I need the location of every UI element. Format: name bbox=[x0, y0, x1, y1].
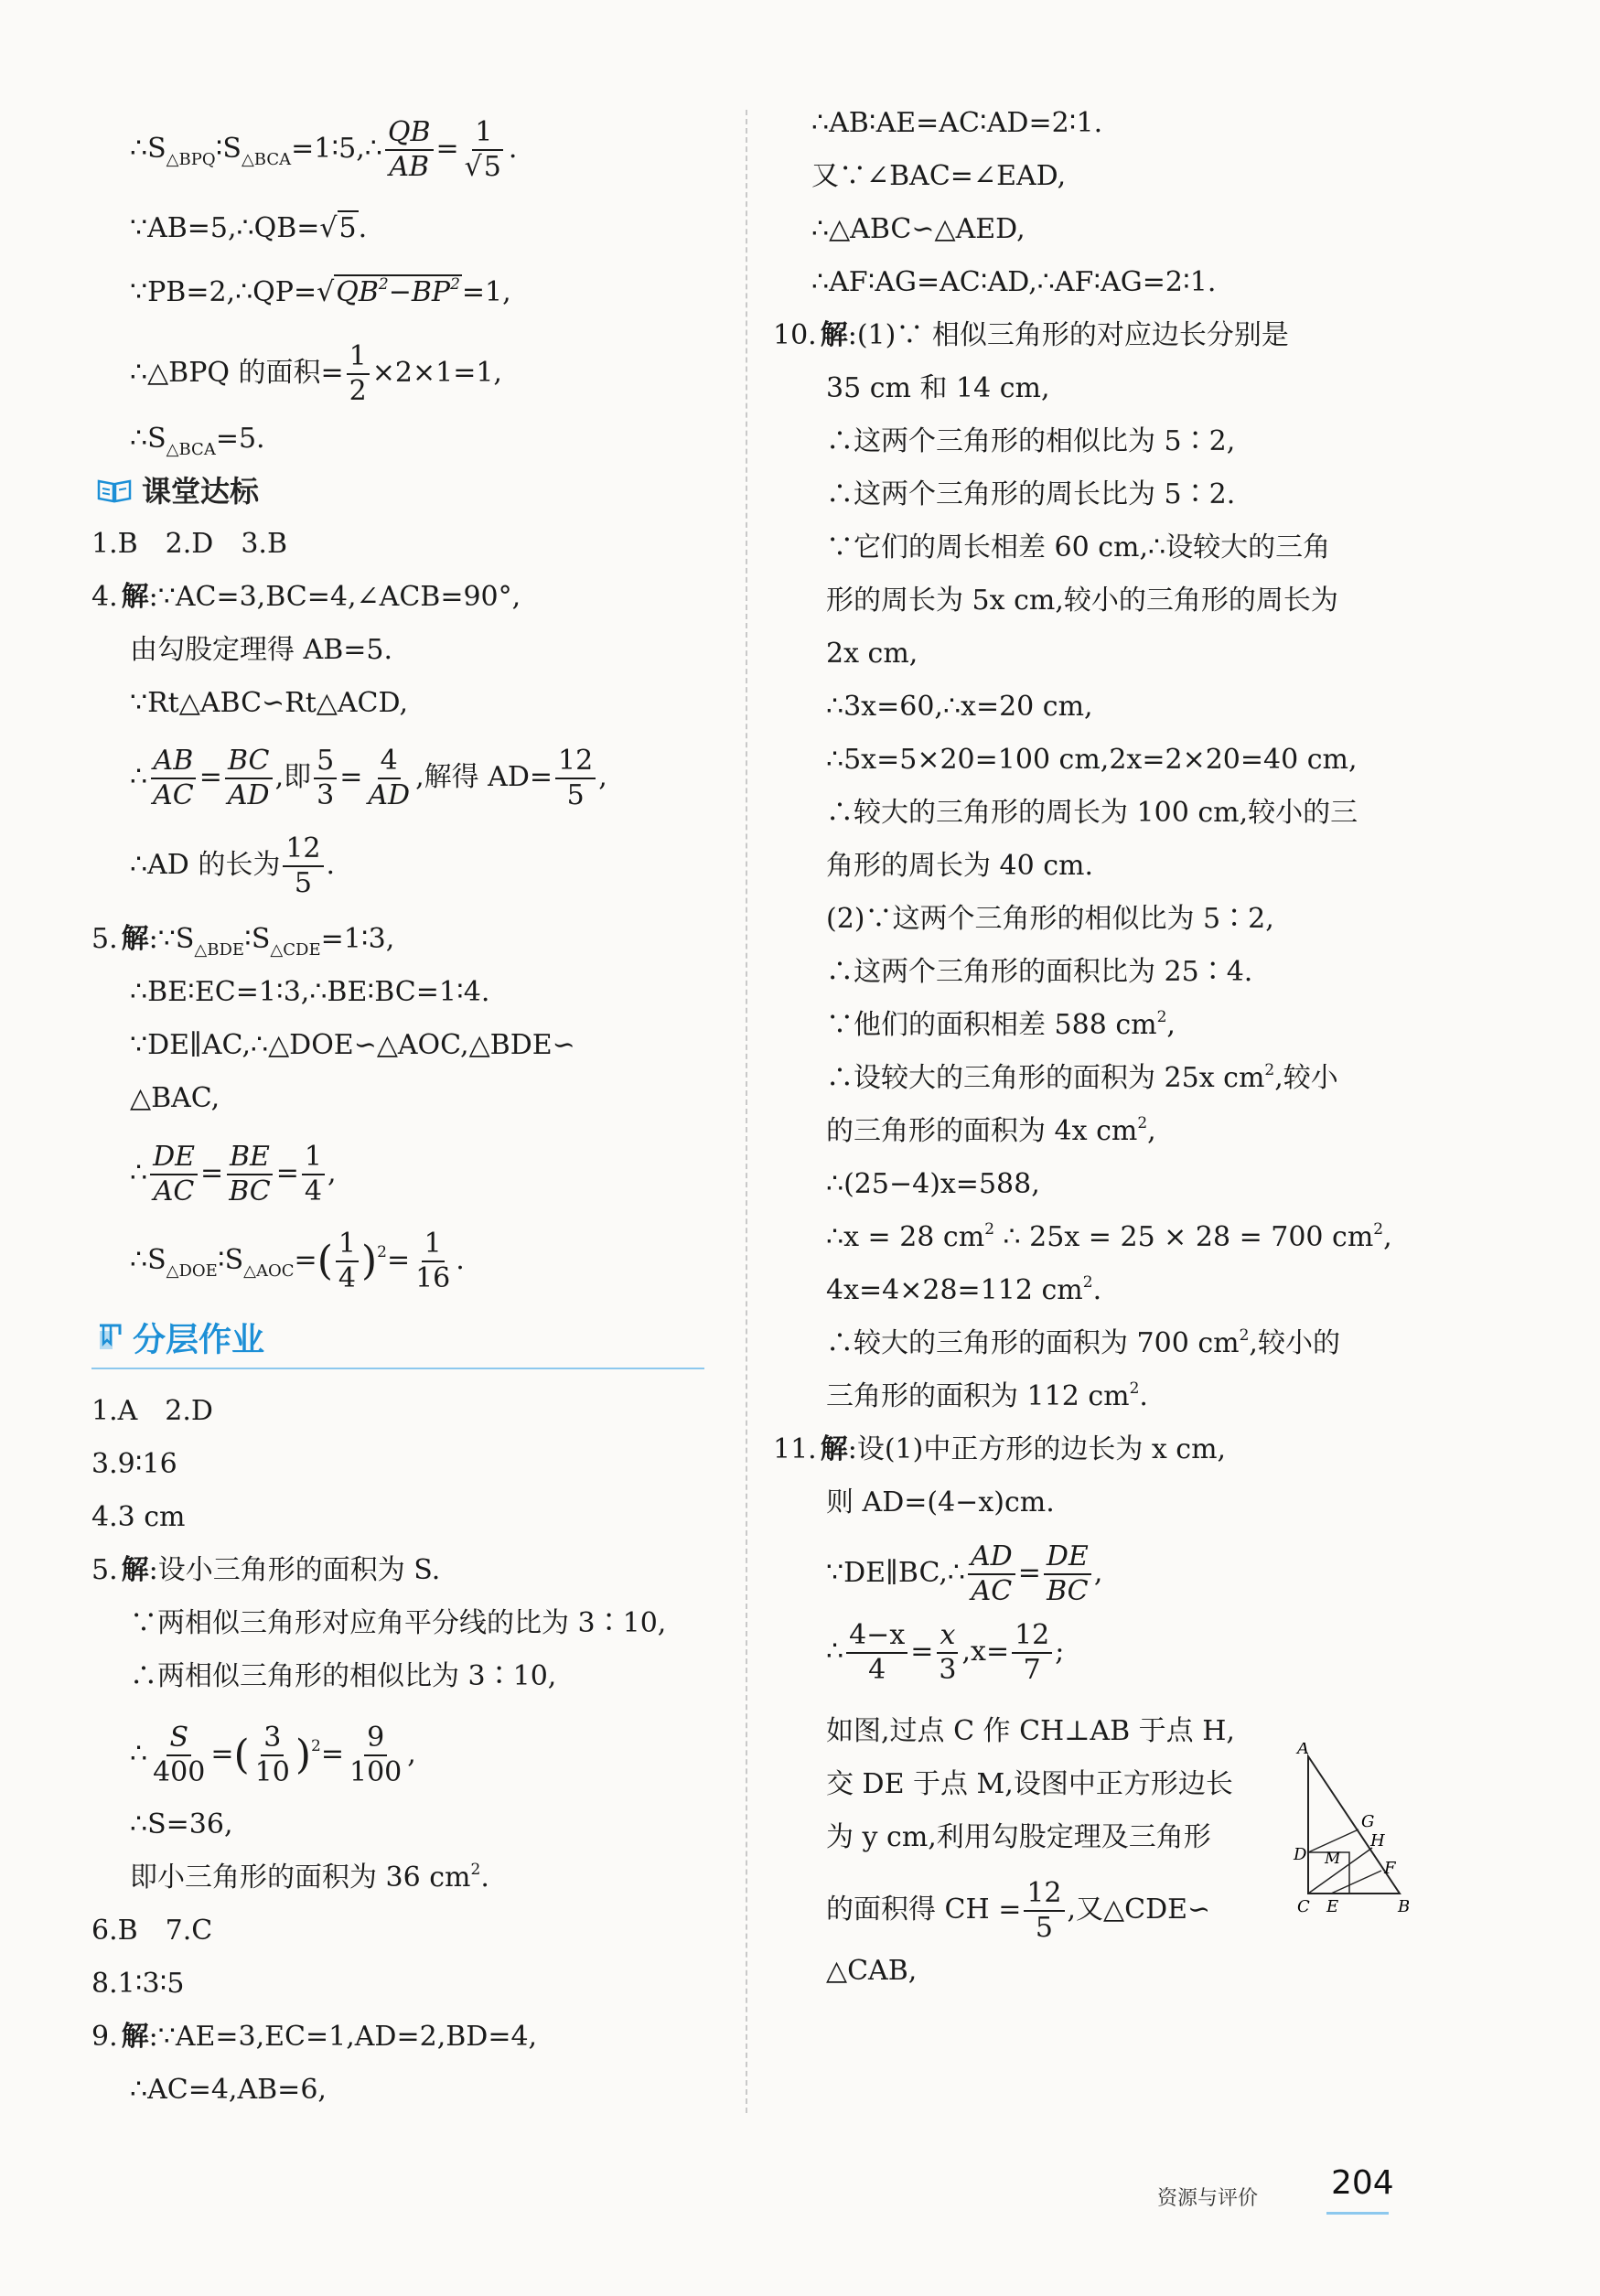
fraction bbox=[150, 747, 197, 810]
fraction bbox=[225, 747, 273, 810]
denominator: 2 bbox=[349, 375, 367, 407]
sqrt: √5 bbox=[464, 151, 501, 183]
numerator: AB bbox=[151, 747, 197, 779]
superscript: 2 bbox=[1156, 1008, 1167, 1026]
superscript: 2 bbox=[1129, 1379, 1140, 1398]
text: , bbox=[1166, 1009, 1176, 1041]
text: =1∶5,∴ bbox=[291, 133, 382, 165]
numerator: x bbox=[937, 1622, 958, 1654]
denominator: 10 bbox=[254, 1756, 290, 1788]
superscript: 2 bbox=[377, 1243, 387, 1261]
text: = bbox=[199, 761, 222, 793]
denominator: 5 bbox=[566, 779, 585, 811]
text: = bbox=[1017, 1557, 1041, 1589]
subscript: △AOC bbox=[243, 1261, 295, 1281]
denominator: 100 bbox=[349, 1756, 403, 1788]
line: 为 y cm,利用勾股定理及三角形 bbox=[826, 1821, 1211, 1853]
question-number: 10. bbox=[773, 319, 817, 351]
line bbox=[826, 1007, 1176, 1047]
text: ,较小 bbox=[1274, 1062, 1338, 1094]
superscript: 2 bbox=[1239, 1326, 1250, 1345]
line bbox=[773, 1432, 1226, 1468]
fraction bbox=[150, 1724, 208, 1786]
superscript: 2 bbox=[984, 1220, 995, 1239]
denominator: 16 bbox=[415, 1262, 451, 1294]
text: . bbox=[508, 133, 518, 165]
section-title-homework bbox=[96, 1322, 264, 1361]
text: ∴ bbox=[130, 1738, 148, 1770]
numerator: 12 bbox=[283, 835, 323, 867]
denominator: 4 bbox=[304, 1175, 322, 1207]
fraction bbox=[314, 747, 337, 810]
line bbox=[130, 210, 367, 247]
line: 35 cm 和 14 cm, bbox=[826, 372, 1050, 404]
numerator: 4−x bbox=[846, 1622, 907, 1654]
section-label: 课堂达标 bbox=[142, 474, 260, 509]
question-number: 5. bbox=[91, 1554, 118, 1586]
line: ∴这两个三角形的周长比为 5∶2. bbox=[826, 478, 1236, 510]
line: ∴AB∶AE=AC∶AD=2∶1. bbox=[811, 107, 1103, 139]
text: . bbox=[326, 849, 336, 881]
numerator: BE bbox=[227, 1143, 273, 1175]
triangle-diagram bbox=[1281, 1743, 1409, 1916]
paren: ( bbox=[317, 1238, 333, 1284]
superscript: 2 bbox=[311, 1737, 321, 1755]
superscript: 2 bbox=[1082, 1273, 1093, 1292]
text: . bbox=[1092, 1274, 1102, 1306]
text: ,即 bbox=[274, 761, 312, 793]
denominator: AD bbox=[227, 779, 270, 811]
sqrt: $√QB^2-BP^2$ bbox=[317, 275, 460, 308]
numerator: 12 bbox=[555, 747, 596, 779]
subscript: △DOE bbox=[166, 1261, 218, 1281]
numerator: 12 bbox=[1012, 1622, 1052, 1654]
line: 则 AD=(4−x)cm. bbox=[826, 1486, 1055, 1518]
solution-label: 解 bbox=[121, 1554, 149, 1586]
line bbox=[826, 1619, 1065, 1686]
fraction bbox=[555, 747, 596, 810]
fraction bbox=[252, 1724, 293, 1786]
denominator: 7 bbox=[1023, 1654, 1041, 1686]
text: =1, bbox=[461, 276, 511, 308]
numerator: 1 bbox=[422, 1230, 445, 1262]
numerator: QB bbox=[385, 119, 434, 151]
text: ∴AD 的长为 bbox=[130, 849, 281, 881]
text: ∶S bbox=[215, 133, 242, 165]
sqrt: √5 bbox=[319, 212, 357, 244]
text: = bbox=[275, 1157, 299, 1189]
superscript: 2 bbox=[1264, 1061, 1275, 1079]
superscript: 2 bbox=[450, 275, 460, 294]
answer-line: 6.B 7.C bbox=[91, 1915, 213, 1947]
line bbox=[91, 921, 394, 961]
line bbox=[130, 421, 265, 461]
geometry-figure bbox=[1281, 1743, 1409, 1920]
line: ∴这两个三角形的相似比为 5∶2, bbox=[826, 425, 1236, 457]
subscript: △BPQ bbox=[166, 150, 216, 169]
numerator: 1 bbox=[336, 1230, 359, 1262]
text: ∴设较大的三角形的面积为 25x cm bbox=[826, 1062, 1265, 1094]
text: 的三角形的面积为 4x cm bbox=[826, 1115, 1138, 1147]
page-number: 204 bbox=[1331, 2164, 1394, 2202]
paren: ) bbox=[360, 1238, 378, 1284]
text: ∴ 25x = 25 × 28 = 700 cm bbox=[994, 1221, 1374, 1253]
label-a: A bbox=[1297, 1743, 1309, 1758]
numerator: 4 bbox=[378, 747, 401, 779]
solution-label: 解 bbox=[820, 319, 848, 351]
line: ∴△ABC∽△AED, bbox=[811, 213, 1026, 245]
text: =1∶3, bbox=[320, 923, 395, 955]
text: ∵DE∥BC,∴ bbox=[826, 1557, 966, 1589]
fraction bbox=[1044, 1540, 1091, 1607]
text: = bbox=[339, 761, 363, 793]
answer-line: 1.A 2.D bbox=[91, 1395, 213, 1427]
line bbox=[130, 747, 607, 810]
line: ∴两相似三角形的相似比为 3∶10, bbox=[130, 1660, 557, 1692]
solution-label: 解 bbox=[121, 923, 149, 955]
text: ∴S bbox=[130, 1244, 166, 1276]
fraction bbox=[283, 832, 323, 899]
text: =5. bbox=[215, 423, 265, 455]
text: ∴ bbox=[130, 761, 148, 793]
text: = bbox=[200, 1157, 224, 1189]
line: 如图,过点 C 作 CH⊥AB 于点 H, bbox=[826, 1715, 1235, 1747]
text: :∵AC=3,BC=4,∠ACB=90°, bbox=[148, 581, 521, 613]
text: ∶S bbox=[217, 1244, 244, 1276]
superscript: 2 bbox=[378, 275, 389, 294]
line bbox=[130, 274, 511, 315]
footer-source: 资源与评价 bbox=[1157, 2187, 1259, 2210]
solution-label: 解 bbox=[820, 1433, 848, 1465]
fraction bbox=[413, 1230, 453, 1293]
line bbox=[130, 1724, 416, 1786]
radicand bbox=[334, 274, 462, 308]
text: ,解得 AD= bbox=[415, 761, 553, 793]
denominator: 3 bbox=[939, 1654, 957, 1686]
line bbox=[826, 1219, 1392, 1260]
numerator: 1 bbox=[472, 119, 495, 151]
line bbox=[826, 1272, 1101, 1313]
fraction bbox=[385, 116, 434, 183]
subscript: △BCA bbox=[166, 440, 216, 459]
solution-label: 解 bbox=[121, 581, 149, 613]
superscript: 2 bbox=[1137, 1114, 1148, 1132]
fraction bbox=[462, 116, 506, 183]
text: = bbox=[210, 1738, 234, 1770]
text: ∶S bbox=[244, 923, 271, 955]
line: ∴3x=60,∴x=20 cm, bbox=[826, 691, 1093, 723]
section-title-classroom bbox=[96, 473, 259, 511]
denominator bbox=[462, 151, 506, 181]
line bbox=[130, 116, 518, 183]
label-e: E bbox=[1326, 1897, 1339, 1916]
page-number-underline bbox=[1326, 2212, 1389, 2215]
label-b: B bbox=[1398, 1897, 1409, 1916]
subscript: △BDE bbox=[194, 940, 245, 960]
denominator: BC bbox=[1047, 1575, 1089, 1607]
text: . bbox=[358, 212, 368, 244]
section-label: 分层作业 bbox=[133, 1321, 265, 1359]
text: , bbox=[407, 1738, 416, 1770]
fraction bbox=[150, 1143, 198, 1206]
text: ∴S bbox=[130, 133, 166, 165]
text: ,又△CDE∽ bbox=[1067, 1894, 1211, 1926]
text: 三角形的面积为 112 cm bbox=[826, 1380, 1130, 1412]
text: . bbox=[480, 1861, 489, 1894]
line: ∴AF∶AG=AC∶AD,∴AF∶AG=2∶1. bbox=[811, 266, 1217, 298]
fraction bbox=[347, 1724, 404, 1786]
label-m: M bbox=[1325, 1850, 1341, 1868]
paren: ) bbox=[295, 1732, 312, 1778]
numerator: S bbox=[166, 1724, 191, 1756]
text: = bbox=[910, 1636, 934, 1668]
denominator: 3 bbox=[317, 779, 335, 811]
solution-label: 解 bbox=[121, 2021, 149, 2053]
fraction bbox=[1024, 1877, 1064, 1944]
fraction bbox=[347, 340, 370, 407]
text: = bbox=[435, 133, 459, 165]
text: 4x=4×28=112 cm bbox=[826, 1274, 1083, 1306]
fraction bbox=[226, 1143, 274, 1206]
numerator: 3 bbox=[261, 1724, 284, 1756]
denominator: AC bbox=[971, 1575, 1013, 1607]
column-divider bbox=[746, 110, 747, 2113]
text: = bbox=[320, 1738, 344, 1770]
text: , bbox=[1093, 1557, 1103, 1589]
paren: ( bbox=[233, 1732, 250, 1778]
line: 形的周长为 5x cm,较小的三角形的周长为 bbox=[826, 585, 1338, 617]
answer-line: 3.9∶16 bbox=[91, 1448, 177, 1480]
label-h: H bbox=[1370, 1831, 1385, 1851]
line: ∴AC=4,AB=6, bbox=[130, 2074, 327, 2106]
answer-line: 4.3 cm bbox=[91, 1501, 186, 1533]
line bbox=[91, 2019, 537, 2055]
text: QB bbox=[336, 276, 379, 308]
numerator: 1 bbox=[302, 1143, 325, 1175]
line bbox=[130, 1860, 489, 1900]
numerator: DE bbox=[1044, 1543, 1091, 1575]
denominator: AB bbox=[389, 151, 430, 183]
text: ∴x = 28 cm bbox=[826, 1221, 985, 1253]
text: :∵S bbox=[148, 923, 195, 955]
text: 即小三角形的面积为 36 cm bbox=[130, 1861, 471, 1894]
answer-line: 8.1∶3∶5 bbox=[91, 1968, 185, 2000]
numerator: 12 bbox=[1024, 1880, 1064, 1912]
text: ∴较大的三角形的面积为 700 cm bbox=[826, 1327, 1240, 1359]
fraction bbox=[302, 1143, 325, 1206]
text: ∴△BPQ 的面积= bbox=[130, 357, 344, 389]
line bbox=[773, 317, 1289, 354]
line: ∵Rt△ABC∽Rt△ACD, bbox=[130, 687, 409, 719]
line bbox=[826, 1325, 1340, 1366]
text: ∴ bbox=[130, 1157, 148, 1189]
line bbox=[91, 579, 521, 616]
subscript: △BCA bbox=[241, 150, 292, 169]
line: 交 DE 于点 M,设图中正方形边长 bbox=[826, 1768, 1233, 1800]
label-c: C bbox=[1297, 1897, 1310, 1916]
text: ∵AB=5,∴QB= bbox=[130, 212, 320, 244]
line bbox=[130, 1143, 337, 1206]
text: :设小三角形的面积为 S. bbox=[148, 1554, 441, 1586]
text: :(1)∵ 相似三角形的对应边长分别是 bbox=[847, 319, 1289, 351]
line: ∴5x=5×20=100 cm,2x=2×20=40 cm, bbox=[826, 744, 1358, 776]
text: :设(1)中正方形的边长为 x cm, bbox=[847, 1433, 1227, 1465]
line bbox=[826, 1877, 1211, 1944]
denominator: 4 bbox=[338, 1262, 356, 1294]
fraction bbox=[336, 1230, 359, 1293]
text: , bbox=[1147, 1115, 1156, 1147]
denominator: AC bbox=[153, 779, 194, 811]
line: 又∵∠BAC=∠EAD, bbox=[811, 160, 1067, 192]
text: ×2×1=1, bbox=[371, 357, 502, 389]
line: (2)∵这两个三角形的相似比为 5∶2, bbox=[826, 903, 1274, 935]
line: △BAC, bbox=[130, 1082, 220, 1114]
numerator: DE bbox=[150, 1143, 198, 1175]
radicand: 5 bbox=[483, 151, 501, 183]
subscript: △CDE bbox=[270, 940, 321, 960]
question-number: 9. bbox=[91, 2021, 118, 2053]
denominator: 4 bbox=[868, 1654, 886, 1686]
question-number: 11. bbox=[773, 1433, 817, 1465]
numerator: 1 bbox=[347, 343, 370, 375]
line: ∴S=36, bbox=[130, 1808, 233, 1840]
line bbox=[826, 1113, 1156, 1153]
superscript: 2 bbox=[470, 1861, 481, 1879]
label-d: D bbox=[1294, 1845, 1307, 1864]
text: . bbox=[1139, 1380, 1148, 1412]
line: ∴(25−4)x=588, bbox=[826, 1168, 1040, 1200]
fraction bbox=[968, 1540, 1015, 1607]
line bbox=[826, 1540, 1103, 1607]
line bbox=[130, 832, 336, 899]
line: △CAB, bbox=[826, 1955, 918, 1987]
text: −BP bbox=[388, 276, 451, 308]
answer-line: 1.B 2.D 3.B bbox=[91, 528, 288, 560]
line bbox=[130, 340, 502, 407]
line: 角形的周长为 40 cm. bbox=[826, 850, 1094, 882]
text: :∵AE=3,EC=1,AD=2,BD=4, bbox=[148, 2021, 538, 2053]
text: ∵PB=2,∴QP= bbox=[130, 276, 317, 308]
line: ∵两相似三角形对应角平分线的比为 3∶10, bbox=[130, 1607, 667, 1639]
numerator: 9 bbox=[364, 1724, 387, 1756]
text: , bbox=[1383, 1221, 1392, 1253]
denominator: BC bbox=[229, 1175, 271, 1207]
text: . bbox=[456, 1244, 465, 1276]
line: ∴较大的三角形的周长为 100 cm,较小的三 bbox=[826, 797, 1358, 829]
bookmark-icon bbox=[96, 1322, 123, 1361]
denominator: AC bbox=[153, 1175, 195, 1207]
denominator: AD bbox=[368, 779, 411, 811]
line bbox=[826, 1060, 1338, 1100]
line: ∵DE∥AC,∴△DOE∽△AOC,△BDE∽ bbox=[130, 1029, 575, 1061]
line: 由勾股定理得 AB=5. bbox=[130, 634, 393, 666]
text: ∴ bbox=[826, 1636, 844, 1668]
fraction bbox=[936, 1619, 959, 1686]
label-g: G bbox=[1361, 1812, 1375, 1831]
line bbox=[130, 1230, 465, 1293]
numerator: 5 bbox=[314, 747, 337, 779]
denominator: 5 bbox=[1035, 1912, 1053, 1944]
text: = bbox=[386, 1244, 411, 1276]
line: ∴BE∶EC=1∶3,∴BE∶BC=1∶4. bbox=[130, 976, 490, 1008]
fraction bbox=[846, 1619, 907, 1686]
numerator: BC bbox=[225, 747, 273, 779]
question-number: 4. bbox=[91, 581, 118, 613]
line: 2x cm, bbox=[826, 638, 918, 670]
text: , bbox=[327, 1157, 337, 1189]
text: ,较小的 bbox=[1249, 1327, 1340, 1359]
text: 的面积得 CH = bbox=[826, 1894, 1022, 1926]
line bbox=[826, 1379, 1148, 1419]
denominator: 5 bbox=[294, 867, 312, 899]
text: ∴S bbox=[130, 423, 166, 455]
question-number: 5. bbox=[91, 923, 118, 955]
label-f: F bbox=[1384, 1859, 1396, 1878]
text: = bbox=[294, 1244, 317, 1276]
fraction bbox=[1012, 1619, 1052, 1686]
numerator: AD bbox=[968, 1543, 1015, 1575]
section-underline bbox=[91, 1368, 704, 1369]
book-icon bbox=[96, 475, 133, 511]
line: ∴这两个三角形的面积比为 25∶4. bbox=[826, 956, 1253, 988]
line: ∵它们的周长相差 60 cm,∴设较大的三角 bbox=[826, 531, 1331, 563]
line bbox=[91, 1552, 440, 1589]
radicand: 5 bbox=[338, 212, 357, 244]
fraction bbox=[365, 747, 413, 810]
superscript: 2 bbox=[1373, 1220, 1384, 1239]
text: ∵他们的面积相差 588 cm bbox=[826, 1009, 1157, 1041]
text: ; bbox=[1055, 1636, 1065, 1668]
denominator: 400 bbox=[153, 1756, 206, 1788]
text: ,x= bbox=[961, 1636, 1010, 1668]
text: , bbox=[598, 761, 607, 793]
